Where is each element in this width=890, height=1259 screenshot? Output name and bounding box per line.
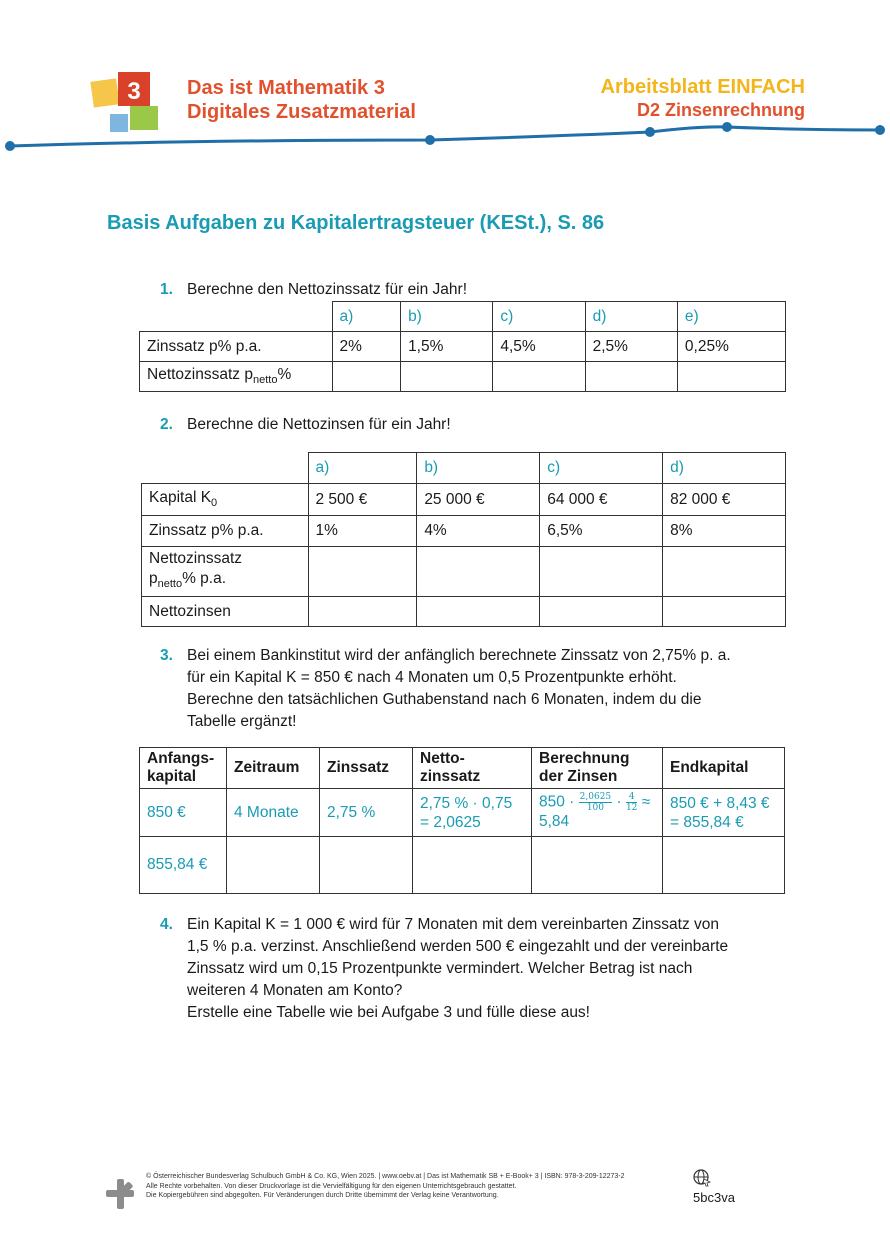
table-empty-cell	[142, 453, 309, 484]
row-label: Nettozinsen	[142, 597, 309, 627]
table-col-header: a)	[308, 453, 417, 484]
table-col-header: c)	[540, 453, 663, 484]
fraction-denominator: 100	[586, 803, 604, 813]
answer-cell[interactable]	[663, 597, 786, 627]
table-cell: 1%	[308, 516, 417, 547]
table-header-row	[140, 748, 785, 789]
table-cell: 8%	[663, 516, 786, 547]
col-header-interest-calc	[532, 748, 663, 789]
table-col-header: d)	[663, 453, 786, 484]
task-number: 2.	[160, 416, 173, 433]
header-worksheet-level: Arbeitsblatt EINFACH	[600, 76, 805, 98]
answer-cell[interactable]	[332, 362, 401, 392]
fraction-numerator: 4	[626, 792, 637, 803]
footer-line: © Österreichischer Bundesverlag Schulbuch GmbH & Co. KG, Wien 2025. | www.oebv.at | Das ist Mathematik SB + E-Book+ 3 | ISBN: 978-3-209-12273-2	[146, 1173, 625, 1180]
label-subscript: netto	[157, 578, 183, 591]
table-cell: 4 Monate	[227, 789, 320, 837]
formula-text: 850 ·	[539, 793, 575, 811]
table-cell	[532, 789, 663, 837]
formula-text: ·	[616, 793, 622, 811]
answer-cell[interactable]	[663, 547, 786, 597]
table-col-header: b)	[417, 453, 540, 484]
cell-text: = 855,84 €	[670, 813, 744, 831]
table-row	[142, 597, 786, 627]
cell-text: 5,84	[539, 813, 570, 830]
table-row	[140, 837, 785, 894]
answer-cell[interactable]	[413, 837, 532, 894]
fraction-denominator: 12	[625, 803, 638, 813]
col-header-initial-capital	[140, 748, 227, 789]
task-3-table	[139, 747, 785, 894]
task-number: 1.	[160, 281, 173, 298]
task-3-prompt	[160, 645, 731, 733]
fraction	[579, 792, 613, 813]
answer-cell[interactable]	[540, 547, 663, 597]
task-text-line: Ein Kapital K = 1 000 € wird für 7 Monaten mit dem vereinbarten Zinssatz von	[187, 916, 720, 933]
row-label	[142, 547, 309, 597]
header-text: Anfangs-	[147, 750, 215, 767]
answer-cell[interactable]	[417, 547, 540, 597]
task-text: Berechne die Nettozinsen für ein Jahr!	[187, 416, 451, 433]
table-cell	[663, 789, 785, 837]
answer-cell[interactable]	[227, 837, 320, 894]
task-4-prompt	[160, 914, 728, 1024]
answer-cell[interactable]	[493, 362, 585, 392]
table-row	[140, 362, 786, 392]
logo-digit: 3	[127, 78, 141, 105]
task-text-line: 1,5 % p.a. verzinst. Anschließend werden 500 € eingezahlt und der vereinbarte	[187, 938, 729, 955]
table-empty-cell	[140, 302, 333, 332]
table-cell: 6,5%	[540, 516, 663, 547]
interest-formula	[539, 792, 655, 813]
answer-cell[interactable]	[540, 597, 663, 627]
task-2-prompt	[160, 414, 451, 436]
task-text-line: Bei einem Bankinstitut wird der anfänglich berechnete Zinssatz von 2,75% p. a.	[187, 647, 731, 664]
answer-cell[interactable]	[677, 362, 785, 392]
table-row	[142, 547, 786, 597]
row-label	[142, 484, 309, 516]
table-row	[142, 484, 786, 516]
table-row	[142, 516, 786, 547]
header-text: Netto-	[420, 750, 465, 767]
col-header-net-rate	[413, 748, 532, 789]
cell-text: = 2,0625	[420, 813, 481, 831]
table-cell: 64 000 €	[540, 484, 663, 516]
label-subscript: 0	[211, 497, 218, 510]
label-text: p	[149, 570, 158, 587]
answer-cell[interactable]	[417, 597, 540, 627]
row-label: Zinssatz p% p.a.	[140, 332, 333, 362]
table-cell: 82 000 €	[663, 484, 786, 516]
header-text: Berechnung	[539, 750, 630, 767]
page-title: Basis Aufgaben zu Kapitalertragsteuer (KESt.), S. 86	[107, 212, 605, 234]
table-cell: 1,5%	[401, 332, 493, 362]
table-col-header: d)	[585, 302, 677, 332]
task-1-table	[139, 301, 786, 392]
answer-cell[interactable]	[308, 547, 417, 597]
fraction-numerator: 2,0625	[579, 792, 612, 802]
header-line2: Digitales Zusatzmaterial	[187, 101, 416, 123]
table-col-header: a)	[332, 302, 401, 332]
formula-text: ≈	[641, 793, 651, 811]
table-row	[140, 302, 786, 332]
label-subscript: netto	[252, 374, 278, 387]
col-header-period: Zeitraum	[227, 748, 320, 789]
table-cell: 2,75 %	[320, 789, 413, 837]
task-text-line: Erstelle eine Tabelle wie bei Aufgabe 3 und fülle diese aus!	[187, 1004, 590, 1021]
table-cell: 855,84 €	[140, 837, 227, 894]
task-number: 3.	[160, 647, 173, 664]
answer-cell[interactable]	[585, 362, 677, 392]
table-cell: 0,25%	[677, 332, 785, 362]
table-cell: 2 500 €	[308, 484, 417, 516]
task-number: 4.	[160, 916, 173, 933]
header-text: der Zinsen	[539, 768, 618, 785]
row-label	[140, 362, 333, 392]
cell-text: 850 € + 8,43 €	[670, 794, 770, 812]
answer-cell[interactable]	[401, 362, 493, 392]
table-cell: 4%	[417, 516, 540, 547]
table-col-header: e)	[677, 302, 785, 332]
table-col-header: b)	[401, 302, 493, 332]
answer-cell[interactable]	[532, 837, 663, 894]
answer-cell[interactable]	[663, 837, 785, 894]
table-row	[140, 332, 786, 362]
header-topic: D2 Zinsenrechnung	[636, 100, 805, 120]
col-header-final-capital: Endkapital	[663, 748, 785, 789]
globe-cursor-icon[interactable]	[692, 1168, 712, 1188]
publisher-logo-icon	[104, 1178, 136, 1210]
table-cell: 4,5%	[493, 332, 585, 362]
row-label: Zinssatz p% p.a.	[142, 516, 309, 547]
task-text-line: Zinssatz wird um 0,15 Prozentpunkte vermindert. Welcher Betrag ist nach	[187, 960, 693, 977]
table-row	[142, 453, 786, 484]
header-text: zinssatz	[420, 768, 481, 785]
footer-line: Die Kopiergebühren sind abgegolten. Für Veränderungen durch Dritte übernimmt der Verlag keine Verantwortung.	[146, 1192, 499, 1199]
table-row	[140, 789, 785, 837]
fraction	[626, 792, 637, 813]
table-cell: 2,5%	[585, 332, 677, 362]
header-wave-line	[0, 118, 890, 158]
task-text-line: Tabelle ergänzt!	[187, 713, 297, 730]
answer-cell[interactable]	[308, 597, 417, 627]
task-text-line: weiteren 4 Monaten am Konto?	[187, 982, 403, 999]
label-text: %	[277, 366, 292, 384]
label-text: Kapital K	[149, 489, 212, 507]
task-1-prompt	[160, 279, 467, 301]
footer-copyright	[146, 1172, 625, 1201]
col-header-rate: Zinssatz	[320, 748, 413, 789]
table-cell	[413, 789, 532, 837]
task-text-line: für ein Kapital K = 850 € nach 4 Monaten um 0,5 Prozentpunkte erhöht.	[187, 669, 677, 686]
online-code[interactable]: 5bc3va	[693, 1190, 735, 1205]
table-col-header: c)	[493, 302, 585, 332]
cell-text: 2,75 % · 0,75	[420, 794, 513, 812]
table-cell: 25 000 €	[417, 484, 540, 516]
label-text: Nettozinssatz	[149, 550, 243, 567]
header-text: kapital	[147, 768, 197, 785]
label-text: % p.a.	[182, 570, 227, 587]
task-2-table	[141, 452, 786, 627]
answer-cell[interactable]	[320, 837, 413, 894]
label-text: Nettozinssatz p	[147, 366, 253, 384]
footer-line: Alle Rechte vorbehalten. Von dieser Druckvorlage ist die Vervielfältigung für den eigenen Unterrichtsgebrauch gestattet.	[146, 1182, 517, 1190]
task-text: Berechne den Nettozinssatz für ein Jahr!	[187, 281, 468, 298]
task-text-line: Berechne den tatsächlichen Guthabenstand nach 6 Monaten, indem du die	[187, 691, 702, 708]
table-cell: 2%	[332, 332, 401, 362]
header-line1: Das ist Mathematik 3	[187, 77, 385, 99]
table-cell: 850 €	[140, 789, 227, 837]
